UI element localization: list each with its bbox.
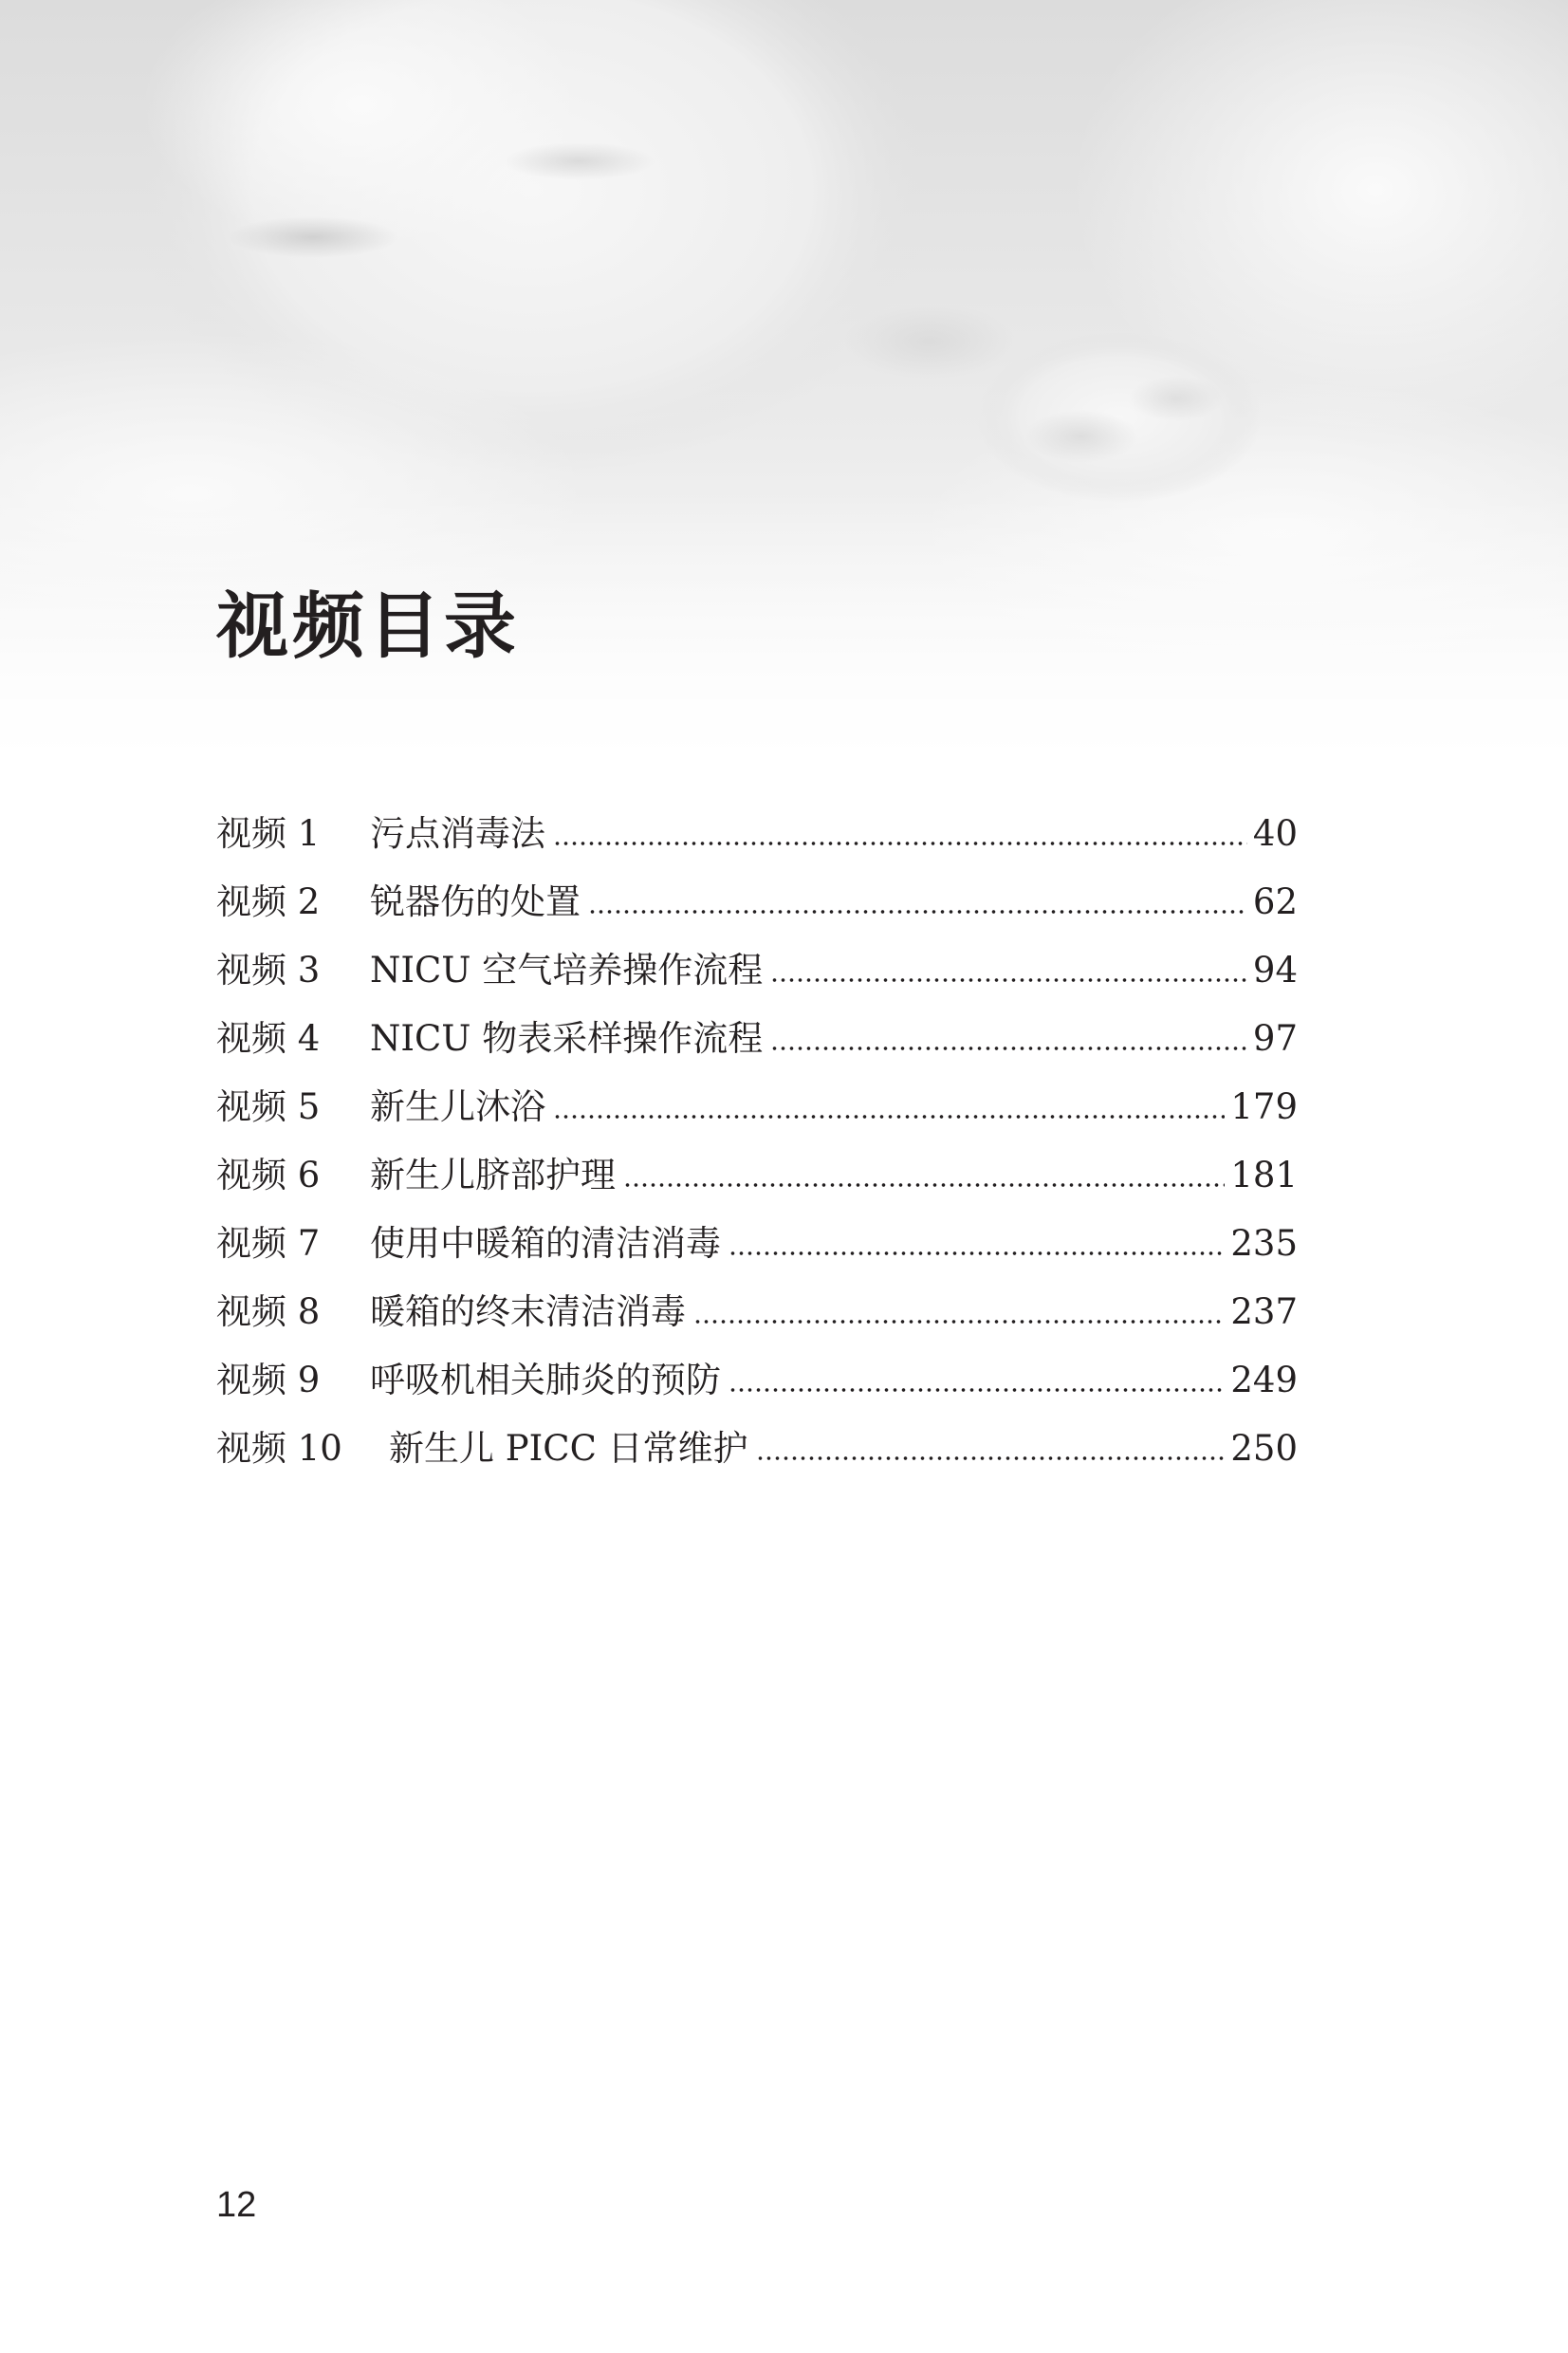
dot-leader [588,910,1247,914]
toc-entry-title: 使用中暖箱的清洁消毒 [370,1223,721,1264]
toc-entry-number: 视频 7 [216,1223,321,1264]
toc-entry[interactable] [216,1278,1298,1346]
toc-entry-number: 视频 9 [216,1360,321,1400]
toc-entry-page: 237 [1230,1291,1298,1332]
toc-entry-page: 94 [1252,950,1298,991]
toc-entry[interactable] [216,1210,1298,1278]
toc-entry-number: 视频 5 [216,1086,321,1127]
toc-entry-title: 呼吸机相关肺炎的预防 [370,1360,721,1400]
toc-entry-number: 视频 6 [216,1155,321,1195]
dot-leader [770,1047,1247,1050]
toc-entry-title: NICU 物表采样操作流程 [370,1018,764,1059]
dot-leader [693,1320,1225,1324]
toc-entry[interactable] [216,800,1298,868]
dot-leader [729,1388,1225,1392]
page-number: 12 [216,2185,257,2225]
toc-entry[interactable] [216,868,1298,936]
toc-entry-page: 179 [1230,1086,1298,1127]
toc-entry-number: 视频 4 [216,1018,321,1059]
toc-entry-title: 新生儿沐浴 [370,1086,545,1127]
toc-entry[interactable] [216,1005,1298,1073]
dot-leader [623,1183,1225,1187]
toc-entry-page: 97 [1252,1018,1298,1059]
video-toc-list [216,800,1298,1483]
toc-entry-title: NICU 空气培养操作流程 [370,950,764,991]
toc-entry-page: 249 [1230,1360,1298,1400]
dot-leader [756,1456,1226,1460]
toc-entry-page: 235 [1230,1223,1298,1264]
toc-entry-page: 181 [1230,1155,1298,1195]
toc-entry-title: 新生儿脐部护理 [370,1155,616,1195]
toc-entry-number: 视频 10 [216,1428,342,1469]
toc-entry-page: 250 [1230,1428,1298,1469]
toc-entry[interactable] [216,936,1298,1005]
toc-entry-page: 62 [1252,881,1298,922]
toc-entry-title: 污点消毒法 [370,813,545,854]
toc-entry[interactable] [216,1346,1298,1415]
toc-entry-number: 视频 3 [216,950,321,991]
dot-leader [770,978,1247,982]
toc-entry-number: 视频 2 [216,881,321,922]
dot-leader [553,842,1247,845]
toc-entry-number: 视频 1 [216,813,321,854]
page-title: 视频目录 [216,584,520,668]
toc-entry-page: 40 [1252,813,1298,854]
toc-entry[interactable] [216,1073,1298,1141]
toc-entry-title: 锐器伤的处置 [370,881,581,922]
toc-entry-title: 暖箱的终末清洁消毒 [370,1291,686,1332]
toc-entry[interactable] [216,1415,1298,1483]
toc-entry[interactable] [216,1141,1298,1210]
toc-entry-title: 新生儿 PICC 日常维护 [389,1428,748,1469]
dot-leader [729,1251,1225,1255]
toc-entry-number: 视频 8 [216,1291,321,1332]
dot-leader [553,1115,1225,1119]
